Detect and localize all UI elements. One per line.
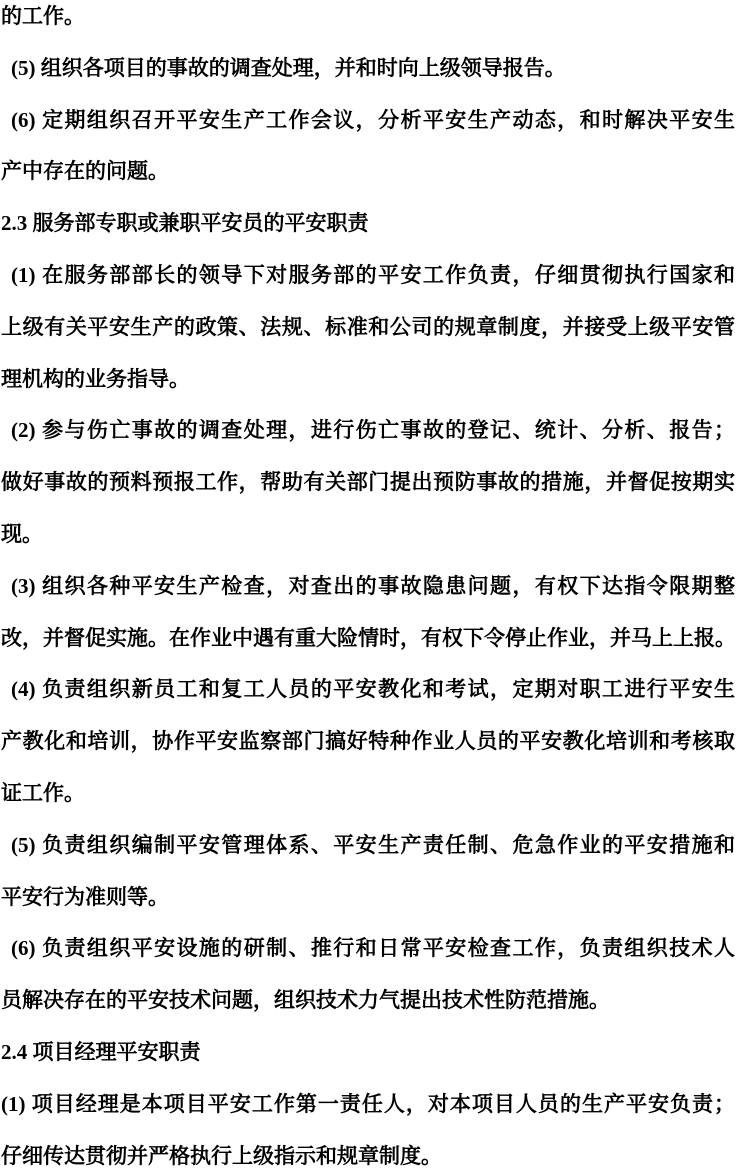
list-item-start: (3) 组织各种平安生产检查，对查出的事故隐患问题，有权下达指令限期整 <box>11 573 735 598</box>
paragraph-continuation: 现。 <box>1 521 43 546</box>
list-item-start: (5) 负责组织编制平安管理体系、平安生产责任制、危急作业的平安措施和 <box>11 832 735 857</box>
paragraph-continuation: 理机构的业务指导。 <box>1 366 190 391</box>
paragraph-continuation: 平安行为准则等。 <box>1 884 169 909</box>
list-item-start: (6) 负责组织平安设施的研制、推行和日常平安检查工作，负责组织技术人 <box>11 936 735 961</box>
paragraph-continuation: 员解决存在的平安技术问题，组织技术力气提出技术性防范措施。 <box>1 988 610 1013</box>
paragraph-continuation: 做好事故的预料预报工作，帮助有关部门提出预防事故的措施，并督促按期实 <box>1 470 735 495</box>
list-item-start: (1) 项目经理是本项目平安工作第一责任人，对本项目人员的生产平安负责； <box>1 1091 735 1116</box>
list-item-start: (4) 负责组织新员工和复工人员的平安教化和考试，定期对职工进行平安生 <box>11 677 735 702</box>
section-heading: 2.4 项目经理平安职责 <box>1 1039 201 1064</box>
paragraph-continuation: 证工作。 <box>1 780 85 805</box>
list-item-start: (1) 在服务部部长的领导下对服务部的平安工作负责，仔细贯彻执行国家和 <box>11 262 735 287</box>
paragraph-continuation: 改，并督促实施。在作业中遇有重大险情时，有权下令停止作业，并马上上报。 <box>1 625 736 650</box>
paragraph-continuation: 产中存在的问题。 <box>1 159 169 184</box>
list-item-start: (6) 定期组织召开平安生产工作会议，分析平安生产动态，和时解决平安生 <box>11 107 735 132</box>
list-item-start: (5) 组织各项目的事故的调查处理，并和时向上级领导报告。 <box>11 55 566 80</box>
section-heading: 2.3 服务部专职或兼职平安员的平安职责 <box>1 211 369 236</box>
paragraph-continuation: 上级有关平安生产的政策、法规、标准和公司的规章制度，并接受上级平安管 <box>1 314 735 339</box>
list-item-start: (2) 参与伤亡事故的调查处理，进行伤亡事故的登记、统计、分析、报告； <box>11 418 735 443</box>
paragraph-continuation: 仔细传达贯彻并严格执行上级指示和规章制度。 <box>1 1143 442 1168</box>
paragraph-continuation: 的工作。 <box>1 4 85 28</box>
paragraph-continuation: 产教化和培训，协作平安监察部门搞好特种作业人员的平安教化培训和考核取 <box>1 729 735 754</box>
